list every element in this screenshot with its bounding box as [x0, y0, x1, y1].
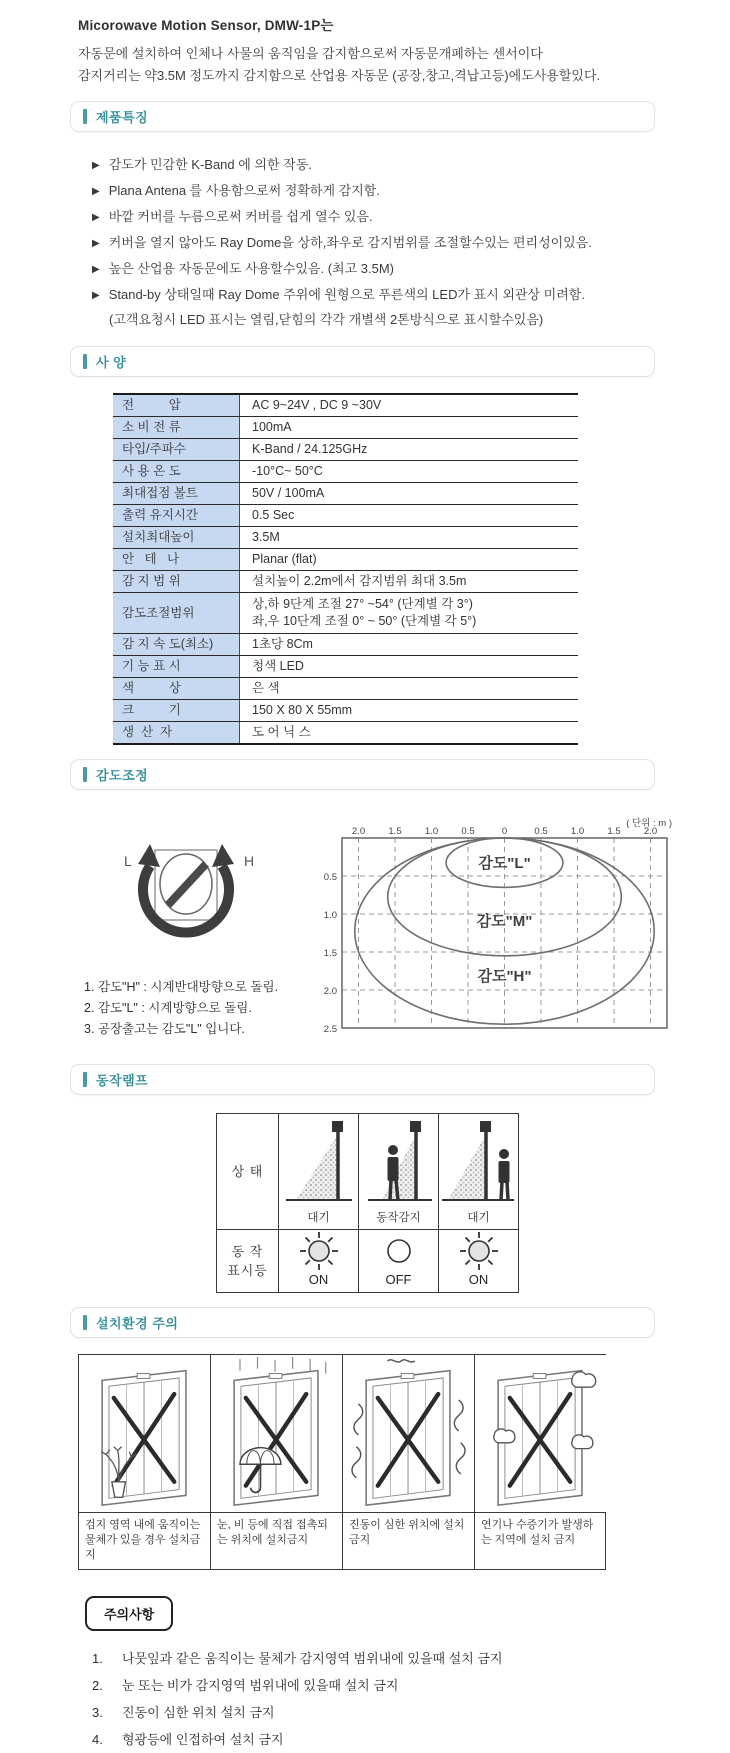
item-number: 4. [92, 1732, 103, 1747]
y-tick: 1.0 [323, 910, 337, 921]
table-row [113, 656, 578, 678]
feature-text: 높은 산업용 자동문에도 사용할수있음. (최고 3.5M) [108, 261, 394, 276]
spec-table [113, 393, 578, 745]
section-title: 사 양 [96, 355, 127, 370]
dial-high-label: H [244, 853, 255, 869]
spec-label: 타입/주파수 [113, 439, 240, 460]
state-caption: 대기 [307, 1212, 330, 1224]
table-row [113, 634, 578, 656]
feature-text: Plana Antena 를 사용함으로써 정확하게 감지함. [108, 183, 380, 198]
y-tick: 1.5 [323, 948, 337, 959]
sensitivity-section [84, 816, 730, 1050]
warning-panel-smoke [475, 1355, 606, 1513]
spec-label: 출력 유지시간 [113, 505, 240, 526]
spec-value: K-Band / 24.125GHz [252, 442, 368, 456]
x-tick: 0.5 [461, 826, 475, 837]
spec-value-line: 좌,우 10단계 조절 0° ~ 50° (단계별 각 5°) [252, 614, 477, 628]
section-accent-bar [83, 354, 87, 369]
table-row [113, 395, 578, 417]
spec-value: -10°C~ 50°C [252, 464, 323, 478]
lamp-off-label: OFF [385, 1272, 412, 1287]
section-header-lamp [70, 1064, 655, 1095]
state-caption: 대기 [467, 1212, 490, 1224]
spec-value: 은 색 [252, 681, 280, 695]
dial-low-label: L [124, 853, 132, 869]
lamp-on-icon [457, 1230, 501, 1272]
warning-caption: 진동이 심한 위치에 설치금지 [343, 1513, 475, 1569]
lamp-off-icon [377, 1230, 421, 1272]
note-line: 1. 감도"H" : 시계반대방향으로 돌림. [84, 980, 279, 994]
spec-label: 감 지 속 도(최소) [113, 634, 240, 655]
x-tick: 2.0 [643, 826, 658, 837]
section-accent-bar [83, 1315, 87, 1330]
lamp-indicator-header: 동 작 표시등 [217, 1230, 279, 1292]
standby-beam-diagram [280, 1114, 358, 1208]
spec-label: 사 용 온 도 [113, 461, 240, 482]
x-tick: 1.0 [424, 826, 439, 837]
section-header-environment [70, 1307, 655, 1338]
triangle-bullet-icon: ▶ [92, 212, 100, 223]
door-with-rain-umbrella-icon [214, 1357, 340, 1511]
environment-warning-table [78, 1354, 606, 1570]
caution-title-box: 주의사항 [85, 1596, 173, 1631]
zone-label-L: 감도"L" [478, 855, 531, 872]
lamp-state-standby-2 [439, 1114, 518, 1230]
list-item [92, 152, 730, 178]
spec-label: 생 산 자 [113, 722, 240, 743]
sensitivity-dial-diagram [98, 834, 274, 956]
list-item [92, 204, 730, 230]
warning-panel-moving-object [79, 1355, 211, 1513]
spec-label: 색 상 [113, 678, 240, 699]
spec-value [240, 593, 578, 633]
operation-lamp-table [216, 1113, 519, 1293]
spec-value: 1초당 8Cm [252, 637, 313, 651]
spec-label: 전 압 [113, 395, 240, 416]
note-line: 3. 공장출고는 감도"L" 입니다. [84, 1022, 245, 1036]
x-tick: 1.0 [570, 826, 585, 837]
item-number: 1. [92, 1651, 103, 1666]
lamp-state-standby-1 [279, 1114, 359, 1230]
caution-text: 진동이 심한 위치 설치 금지 [122, 1705, 275, 1720]
list-item [92, 1726, 730, 1753]
section-title: 설치환경 주의 [96, 1316, 179, 1331]
x-tick: 0 [501, 826, 508, 837]
list-item [92, 178, 730, 204]
section-header-sensitivity [70, 759, 655, 790]
list-item [92, 282, 730, 308]
warning-caption: 연기나 수증기가 발생하는 지역에 설치 금지 [481, 1519, 594, 1546]
triangle-bullet-icon: ▶ [92, 160, 100, 171]
chart-unit-label: ( 단위 : m ) [626, 818, 672, 829]
feature-text: 감도가 민감한 K-Band 에 의한 작동. [108, 157, 312, 172]
spec-value: 청색 LED [252, 659, 304, 673]
lamp-on-label: ON [308, 1272, 329, 1287]
table-row [113, 417, 578, 439]
feature-list [92, 152, 730, 332]
spec-value: Planar (flat) [252, 552, 317, 566]
lamp-off-cell [359, 1230, 439, 1292]
table-row [113, 483, 578, 505]
lamp-on-icon [297, 1230, 341, 1272]
spec-label: 소 비 전 류 [113, 417, 240, 438]
page-title: Micorowave Motion Sensor, DMW-1P는 [78, 18, 334, 33]
item-number: 2. [92, 1678, 103, 1693]
feature-text: 커버을 열지 않아도 Ray Dome을 상하,좌우로 감지범위를 조절할수있는 편리성이있음. [108, 235, 592, 250]
table-row [113, 678, 578, 700]
table-row [113, 571, 578, 593]
y-tick: 2.0 [323, 986, 337, 997]
section-accent-bar [83, 767, 87, 782]
lamp-on-cell [279, 1230, 359, 1292]
caution-text: 형광등에 인접하여 설치 금지 [122, 1732, 284, 1747]
section-header-specs [70, 346, 655, 377]
intro-line: 자동문에 설치하여 인체나 사물의 움직임을 감지함으로써 자동문개폐하는 센서이다 [78, 46, 543, 61]
table-row [113, 593, 578, 634]
table-row [113, 700, 578, 722]
zone-label-H: 감도"H" [477, 968, 532, 985]
triangle-bullet-icon: ▶ [92, 290, 100, 301]
lamp-state-detect [359, 1114, 439, 1230]
note-line: 2. 감도"L" : 시계방향으로 돌림. [84, 1001, 252, 1015]
lamp-row-indicator [217, 1230, 518, 1292]
door-with-smoke-steam-icon [478, 1357, 604, 1511]
lamp-row-state [217, 1114, 518, 1230]
caution-text: 눈 또는 비가 감지영역 범위내에 있을때 설치 금지 [122, 1678, 399, 1693]
lamp-on-label: ON [468, 1272, 489, 1287]
x-tick: 0.5 [534, 826, 548, 837]
spec-label: 설치최대높이 [113, 527, 240, 548]
triangle-bullet-icon: ▶ [92, 186, 100, 197]
spec-value: 3.5M [252, 530, 280, 544]
lamp-on-cell [439, 1230, 518, 1292]
warning-panel-rain [211, 1355, 343, 1513]
spec-label: 안 테 나 [113, 549, 240, 570]
state-caption: 동작감지 [376, 1212, 421, 1224]
spec-label: 크 기 [113, 700, 240, 721]
section-title: 감도조정 [96, 768, 149, 783]
table-row [113, 722, 578, 743]
x-tick: 1.5 [388, 826, 402, 837]
standby-person-outside-diagram [440, 1114, 518, 1208]
intro-paragraph [78, 43, 678, 87]
caution-text: 나뭇잎과 같은 움직이는 물체가 감지영역 범위내에 있을때 설치 금지 [122, 1651, 503, 1666]
spec-label: 최대접점 볼트 [113, 483, 240, 504]
table-row [113, 439, 578, 461]
spec-label: 기 능 표 시 [113, 656, 240, 677]
door-with-vibration-icon [346, 1357, 472, 1511]
table-row [113, 505, 578, 527]
list-item [92, 1672, 730, 1699]
feature-text: 바깥 커버를 누름으로써 커버를 쉽게 열수 있음. [108, 209, 373, 224]
list-item [92, 1699, 730, 1726]
table-row [113, 527, 578, 549]
triangle-bullet-icon: ▶ [92, 264, 100, 275]
table-row [113, 549, 578, 571]
zone-label-M: 감도"M" [476, 913, 533, 930]
section-title: 제품특징 [96, 110, 149, 125]
spec-value-line: 상,하 9단계 조절 27° ~54° (단계별 각 3°) [252, 597, 473, 611]
section-title: 동작램프 [96, 1073, 149, 1088]
spec-value: 0.5 Sec [252, 508, 295, 522]
spec-value: 50V / 100mA [252, 486, 325, 500]
x-tick: 2.0 [351, 826, 366, 837]
spec-value: AC 9~24V , DC 9 ~30V [252, 398, 382, 412]
warning-panel-vibration [343, 1355, 475, 1513]
lamp-state-header: 상 태 [217, 1114, 279, 1230]
caution-list [92, 1645, 730, 1753]
spec-label: 감도조절범위 [113, 593, 240, 633]
list-item [92, 256, 730, 282]
list-item [92, 230, 730, 256]
spec-value: 도 어 닉 스 [252, 725, 311, 739]
detection-range-chart [320, 816, 680, 1050]
warning-caption: 검지 영역 내에 움직이는 물체가 있을 경우 설치금지 [79, 1513, 211, 1569]
motion-detect-diagram [360, 1114, 438, 1208]
spec-value: 150 X 80 X 55mm [252, 703, 353, 717]
section-accent-bar [83, 1072, 87, 1087]
spec-value: 100mA [252, 420, 292, 434]
list-item [92, 1645, 730, 1672]
table-row [113, 461, 578, 483]
spec-label: 감 지 범 위 [113, 571, 240, 592]
x-tick: 1.5 [607, 826, 621, 837]
feature-note: (고객요청시 LED 표시는 열림,닫힘의 각각 개별색 2톤방식으로 표시할수있음) [109, 312, 544, 327]
spec-value: 설치높이 2.2m에서 감지범위 최대 3.5m [252, 574, 467, 588]
sensitivity-notes [84, 977, 312, 1040]
y-tick: 0.5 [323, 872, 337, 883]
y-tick: 2.5 [323, 1024, 337, 1035]
door-with-plant-icon [82, 1357, 208, 1511]
triangle-bullet-icon: ▶ [92, 238, 100, 249]
item-number: 3. [92, 1705, 103, 1720]
intro-line: 감지거리는 약3.5M 정도까지 감지함으로 산업용 자동문 (공장,창고,격납고등)에도사용할있다. [78, 68, 601, 83]
section-accent-bar [83, 109, 87, 124]
section-header-features [70, 101, 655, 132]
feature-text: Stand-by 상태일때 Ray Dome 주위에 원형으로 푸른색의 LED가 표시 외관상 미려함. [108, 287, 585, 302]
warning-caption: 눈, 비 등에 직접 접촉되는 위치에 설치금지 [211, 1513, 343, 1569]
